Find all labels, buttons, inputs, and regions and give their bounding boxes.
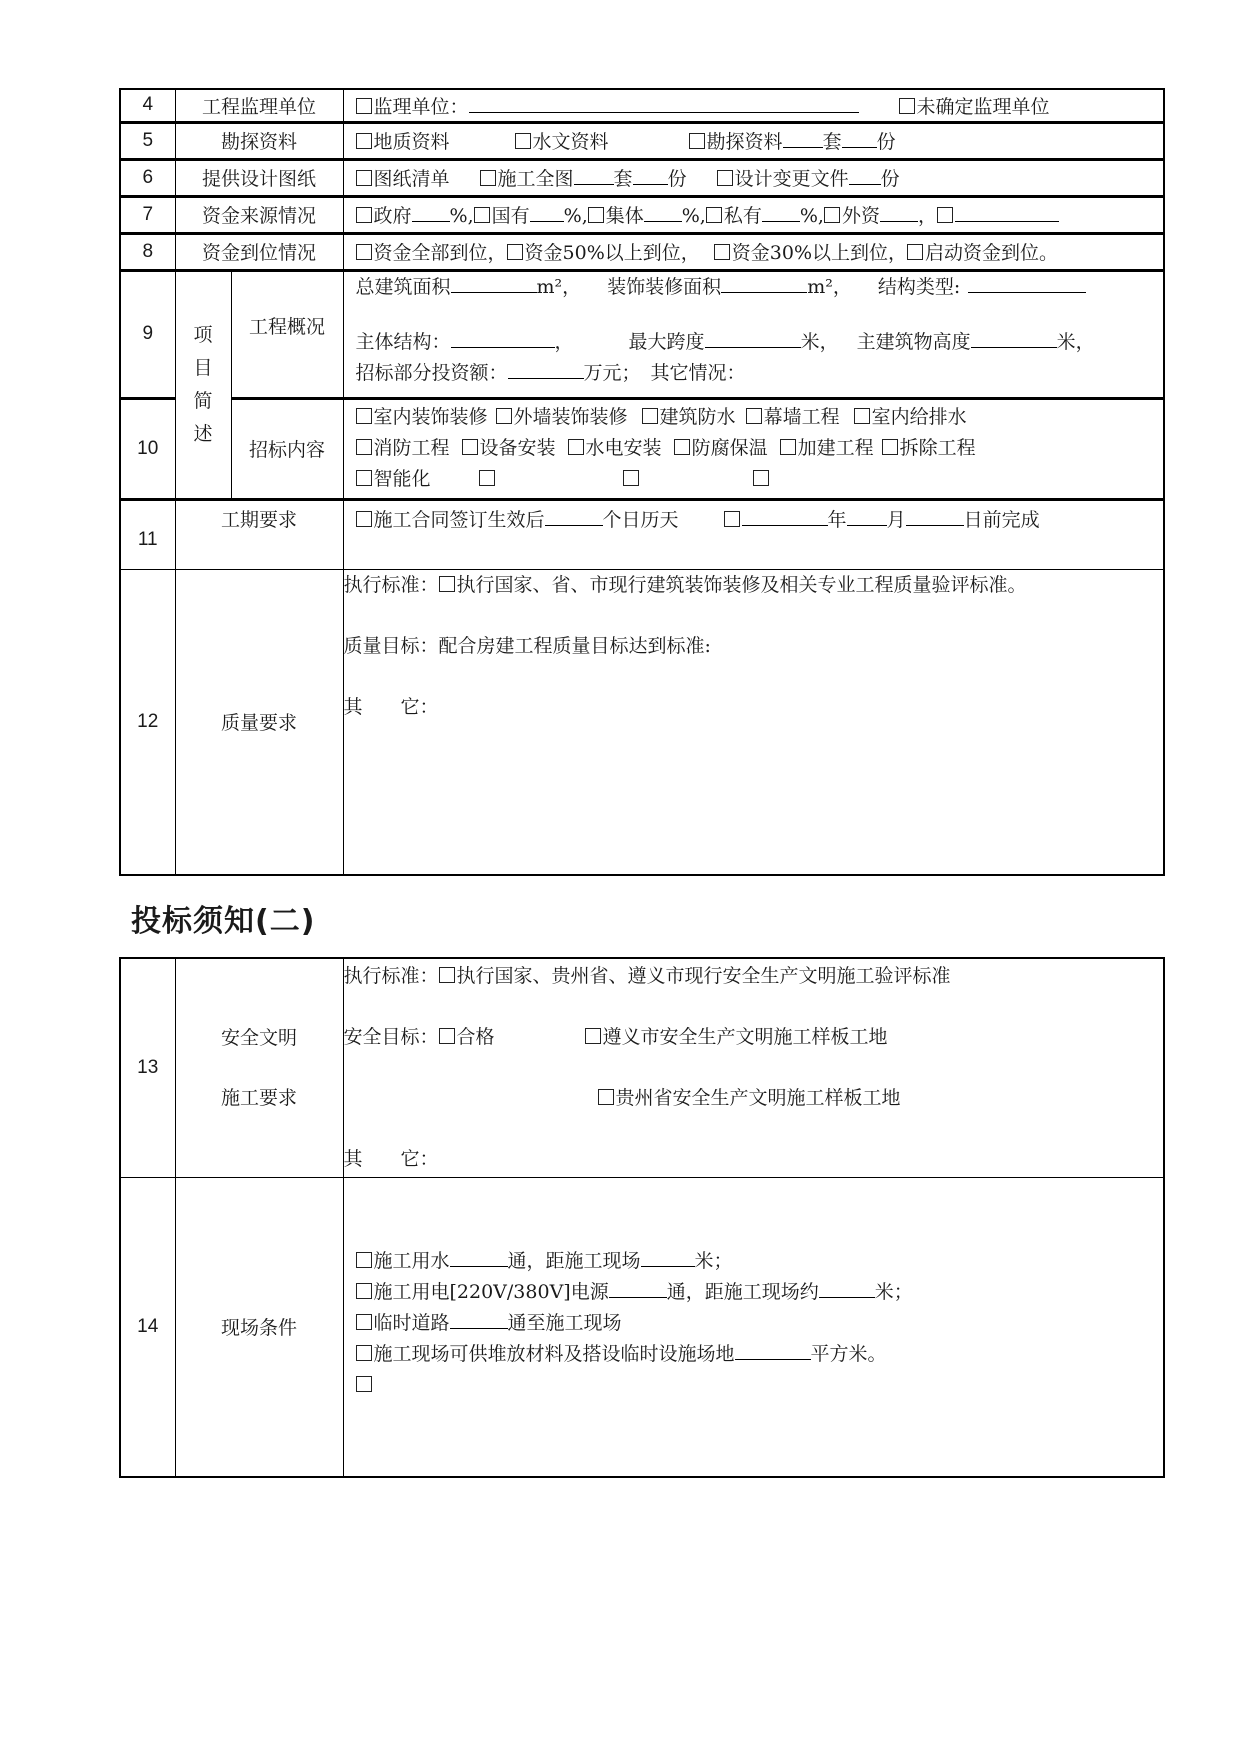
text: 施工现场可供堆放材料及搭设临时设施场地	[373, 1342, 735, 1365]
checkbox[interactable]	[689, 133, 705, 149]
option-text: 图纸清单	[373, 168, 450, 190]
blank-field[interactable]	[450, 1310, 508, 1329]
text: 施工用水	[373, 1249, 450, 1272]
row-6	[120, 159, 1164, 196]
line-2	[356, 1277, 1164, 1308]
checkbox[interactable]	[356, 470, 372, 486]
line-1	[356, 272, 1164, 303]
checkbox[interactable]	[356, 511, 372, 527]
row-content	[343, 89, 1164, 122]
unit-text: 份	[667, 168, 687, 190]
checkbox[interactable]	[854, 408, 870, 424]
text: 主体结构：	[355, 330, 451, 353]
checkbox[interactable]	[588, 207, 604, 223]
line-4	[356, 1339, 1164, 1370]
text: 米，	[1056, 330, 1095, 353]
checkbox[interactable]	[642, 408, 658, 424]
checkbox[interactable]	[937, 207, 953, 223]
blank-field[interactable]	[735, 1341, 811, 1360]
text: 施工合同签订生效后	[373, 508, 545, 531]
row-content	[343, 122, 1164, 159]
text: 执行国家、省、市现行建筑装饰装修及相关专业工程质量验评标准。	[456, 573, 1027, 596]
spacer	[344, 601, 1164, 631]
line-3	[356, 358, 1164, 389]
checkbox[interactable]	[507, 244, 523, 260]
text: 临时道路	[373, 1311, 450, 1334]
option-text: 地质资料	[373, 131, 450, 153]
row-5	[120, 122, 1164, 159]
row-12	[120, 569, 1164, 875]
checkbox[interactable]	[623, 470, 639, 486]
option-text: 水电安装	[585, 437, 662, 459]
line-1	[356, 1246, 1164, 1277]
checkbox[interactable]	[356, 1345, 372, 1361]
group-char: 述	[193, 422, 213, 445]
text: 最大跨度	[628, 330, 705, 353]
option-text: 勘探资料	[706, 131, 783, 153]
checkbox[interactable]	[824, 207, 840, 223]
line-5	[356, 1370, 1164, 1401]
blank-field[interactable]	[721, 274, 807, 293]
checkbox[interactable]	[899, 98, 915, 114]
checkbox[interactable]	[480, 170, 496, 186]
row-label: 勘探资料	[175, 122, 343, 159]
row-content	[343, 1177, 1164, 1477]
option-text: 私有	[723, 205, 762, 227]
text: m²，	[807, 275, 852, 298]
checkbox[interactable]	[356, 207, 372, 223]
option-text: 设备安装	[479, 437, 556, 459]
unit-text: 份	[876, 131, 896, 153]
blank-field[interactable]	[644, 203, 682, 222]
row-label: 工程监理单位	[175, 89, 343, 122]
text: 平方米。	[810, 1342, 887, 1365]
blank-field[interactable]	[469, 94, 859, 113]
unit-text: 套	[613, 168, 633, 190]
form-table-2	[119, 957, 1165, 1478]
form-table-1	[119, 88, 1165, 876]
checkbox[interactable]	[706, 207, 722, 223]
option-text: 外墙装饰装修	[513, 406, 628, 428]
option-text: 设计变更文件	[734, 168, 849, 190]
line-2: 质量目标：配合房建工程质量目标达到标准:	[343, 634, 711, 657]
unit-text: %,	[799, 205, 824, 227]
group-char: 项	[193, 323, 213, 346]
blank-field[interactable]	[971, 329, 1057, 348]
row-number: 5	[120, 122, 175, 159]
text: 米，	[800, 330, 839, 353]
option-text: 未确定监理单位	[916, 95, 1050, 118]
checkbox[interactable]	[356, 1314, 372, 1330]
row-label: 工期要求	[175, 499, 343, 569]
line-2	[356, 433, 1164, 464]
checkbox[interactable]	[496, 408, 512, 424]
row-7	[120, 196, 1164, 233]
spacer	[344, 1053, 1164, 1083]
text: 装饰装修面积	[607, 275, 722, 298]
blank-field[interactable]	[742, 507, 828, 526]
checkbox[interactable]	[356, 98, 372, 114]
row-label: 资金到位情况	[175, 233, 343, 270]
option-text: 消防工程	[373, 437, 450, 459]
unit-text: %,	[681, 205, 706, 227]
row-content	[343, 499, 1164, 569]
unit-text: %,	[563, 205, 588, 227]
checkbox[interactable]	[474, 207, 490, 223]
label-line: 施工要求	[220, 1086, 297, 1109]
checkbox[interactable]	[674, 439, 690, 455]
checkbox[interactable]	[907, 244, 923, 260]
checkbox[interactable]	[462, 439, 478, 455]
blank-field[interactable]	[508, 360, 584, 379]
text: 主建筑物高度	[856, 330, 971, 353]
checkbox[interactable]	[724, 511, 740, 527]
row-11	[120, 499, 1164, 569]
option-text: 集体	[605, 205, 644, 227]
section-title: 投标须知(二)	[131, 904, 316, 939]
text: 结构类型:	[877, 275, 961, 298]
row-label	[175, 958, 343, 1177]
option-text: 国有	[491, 205, 530, 227]
checkbox[interactable]	[746, 408, 762, 424]
group-char: 简	[193, 389, 213, 412]
row-10	[120, 398, 1164, 499]
text: 施工用电[220V/380V]电源	[373, 1280, 609, 1303]
line-3	[356, 464, 1164, 495]
checkbox[interactable]	[356, 170, 372, 186]
blank-field[interactable]	[412, 203, 450, 222]
checkbox[interactable]	[882, 439, 898, 455]
row-label: 工程概况	[231, 270, 343, 398]
line-3	[356, 1308, 1164, 1339]
group-char: 目	[193, 356, 213, 379]
blank-field[interactable]	[530, 203, 564, 222]
text: 其它情况：	[650, 361, 746, 384]
row-content	[343, 398, 1164, 499]
option-text: 室内装饰装修	[373, 406, 488, 428]
group-label-project-summary	[175, 270, 231, 499]
blank-field[interactable]	[847, 507, 887, 526]
blank-field[interactable]	[545, 507, 603, 526]
option-text: 加建工程	[797, 437, 874, 459]
row-label: 现场条件	[175, 1177, 343, 1477]
blank-field[interactable]	[842, 129, 877, 148]
text: 执行标准：	[343, 573, 439, 596]
row-label: 资金来源情况	[175, 196, 343, 233]
checkbox[interactable]	[439, 967, 455, 983]
spacer	[356, 303, 1164, 327]
row-content	[343, 196, 1164, 233]
row-number: 4	[120, 89, 175, 122]
option-text: 政府	[373, 205, 412, 227]
row-number: 7	[120, 196, 175, 233]
option-text: 启动资金到位。	[925, 242, 1059, 264]
row-number: 6	[120, 159, 175, 196]
option-text: 外资	[841, 205, 880, 227]
text: 米；	[694, 1249, 733, 1272]
row-number: 11	[120, 499, 175, 569]
checkbox[interactable]	[356, 1283, 372, 1299]
row-content	[343, 270, 1164, 398]
row-label: 提供设计图纸	[175, 159, 343, 196]
row-8	[120, 233, 1164, 270]
spacer	[344, 662, 1164, 692]
line-2	[356, 327, 1164, 358]
blank-field[interactable]	[574, 166, 614, 185]
unit-text: 套	[822, 131, 842, 153]
row-4	[120, 89, 1164, 122]
checkbox[interactable]	[714, 244, 730, 260]
text: 贵州省安全生产文明施工样板工地	[615, 1087, 901, 1109]
text: 执行标准：	[343, 965, 439, 987]
option-text: 拆除工程	[899, 437, 976, 459]
checkbox[interactable]	[356, 439, 372, 455]
text: 万元；	[583, 361, 641, 384]
option-text: 室内给排水	[871, 406, 967, 428]
row-number: 13	[120, 958, 175, 1177]
text: 年	[827, 508, 847, 531]
row-content	[343, 958, 1164, 1177]
row-content	[343, 569, 1164, 875]
checkbox[interactable]	[356, 1252, 372, 1268]
line-1	[344, 570, 1164, 601]
spacer	[344, 992, 1164, 1022]
spacer	[344, 1114, 1164, 1144]
row-number: 10	[120, 398, 175, 499]
text: 执行国家、贵州省、遵义市现行安全生产文明施工验评标准	[456, 965, 951, 987]
blank-field[interactable]	[641, 1248, 695, 1267]
checkbox[interactable]	[585, 1028, 601, 1044]
text: 遵义市安全生产文明施工样板工地	[602, 1026, 888, 1048]
option-text: 建筑防水	[659, 406, 736, 428]
blank-field[interactable]	[880, 203, 918, 222]
text: ，	[554, 330, 574, 353]
blank-field[interactable]	[849, 166, 881, 185]
row-label: 招标内容	[231, 398, 343, 499]
blank-field[interactable]	[451, 274, 537, 293]
checkbox[interactable]	[753, 470, 769, 486]
line-4: 其 它：	[343, 1148, 439, 1170]
checkbox[interactable]	[717, 170, 733, 186]
row-number: 14	[120, 1177, 175, 1477]
checkbox[interactable]	[479, 470, 495, 486]
checkbox[interactable]	[439, 1028, 455, 1044]
line-1	[356, 402, 1164, 433]
row-label: 质量要求	[175, 569, 343, 875]
option-text: 资金50%以上到位，	[524, 242, 700, 264]
row-9	[120, 270, 1164, 398]
checkbox[interactable]	[515, 133, 531, 149]
option-text: 智能化	[373, 468, 431, 490]
option-text: 水文资料	[532, 131, 609, 153]
checkbox[interactable]	[356, 1376, 372, 1392]
text: 个日历天	[602, 508, 679, 531]
checkbox[interactable]	[356, 244, 372, 260]
row-13	[120, 958, 1164, 1177]
text: 安全目标：	[343, 1026, 439, 1048]
option-text: 资金30%以上到位，	[731, 242, 907, 264]
line-3	[344, 1083, 1164, 1114]
checkbox[interactable]	[439, 576, 455, 592]
blank-field[interactable]	[906, 507, 964, 526]
text: 日前完成	[963, 508, 1040, 531]
unit-text: 份	[880, 168, 900, 190]
blank-field[interactable]	[633, 166, 668, 185]
line-2	[344, 1022, 1164, 1053]
label-line: 安全文明	[220, 1026, 297, 1049]
checkbox[interactable]	[780, 439, 796, 455]
row-content	[343, 159, 1164, 196]
option-text: 幕墙工程	[763, 406, 840, 428]
text: 通，距施工现场约	[666, 1280, 819, 1303]
text: 月	[886, 508, 906, 531]
blank-field[interactable]	[609, 1279, 667, 1298]
row-number: 12	[120, 569, 175, 875]
checkbox[interactable]	[356, 133, 372, 149]
blank-field[interactable]	[705, 329, 801, 348]
option-text: 防腐保温	[691, 437, 768, 459]
row-number: 9	[120, 270, 175, 398]
blank-field[interactable]	[968, 274, 1086, 293]
text: 合格	[456, 1026, 495, 1048]
blank-field[interactable]	[955, 203, 1059, 222]
text: 米；	[874, 1280, 913, 1303]
unit-text: ，	[917, 205, 937, 227]
line-1	[344, 961, 1164, 992]
text: 通至施工现场	[507, 1311, 622, 1334]
row-content	[343, 233, 1164, 270]
blank-field[interactable]	[762, 203, 800, 222]
option-text: 监理单位：	[373, 95, 469, 118]
text: 总建筑面积	[355, 275, 451, 298]
text: 招标部分投资额：	[355, 361, 508, 384]
line-3: 其 它：	[343, 695, 439, 718]
blank-field[interactable]	[783, 129, 823, 148]
blank-field[interactable]	[451, 329, 555, 348]
row-number: 8	[120, 233, 175, 270]
text: 通，距施工现场	[507, 1249, 641, 1272]
checkbox[interactable]	[568, 439, 584, 455]
unit-text: %,	[449, 205, 474, 227]
checkbox[interactable]	[356, 408, 372, 424]
row-14	[120, 1177, 1164, 1477]
checkbox[interactable]	[598, 1089, 614, 1105]
text: m²，	[536, 275, 582, 298]
blank-field[interactable]	[819, 1279, 875, 1298]
blank-field[interactable]	[450, 1248, 508, 1267]
option-text: 施工全图	[497, 168, 574, 190]
option-text: 资金全部到位，	[373, 242, 507, 264]
